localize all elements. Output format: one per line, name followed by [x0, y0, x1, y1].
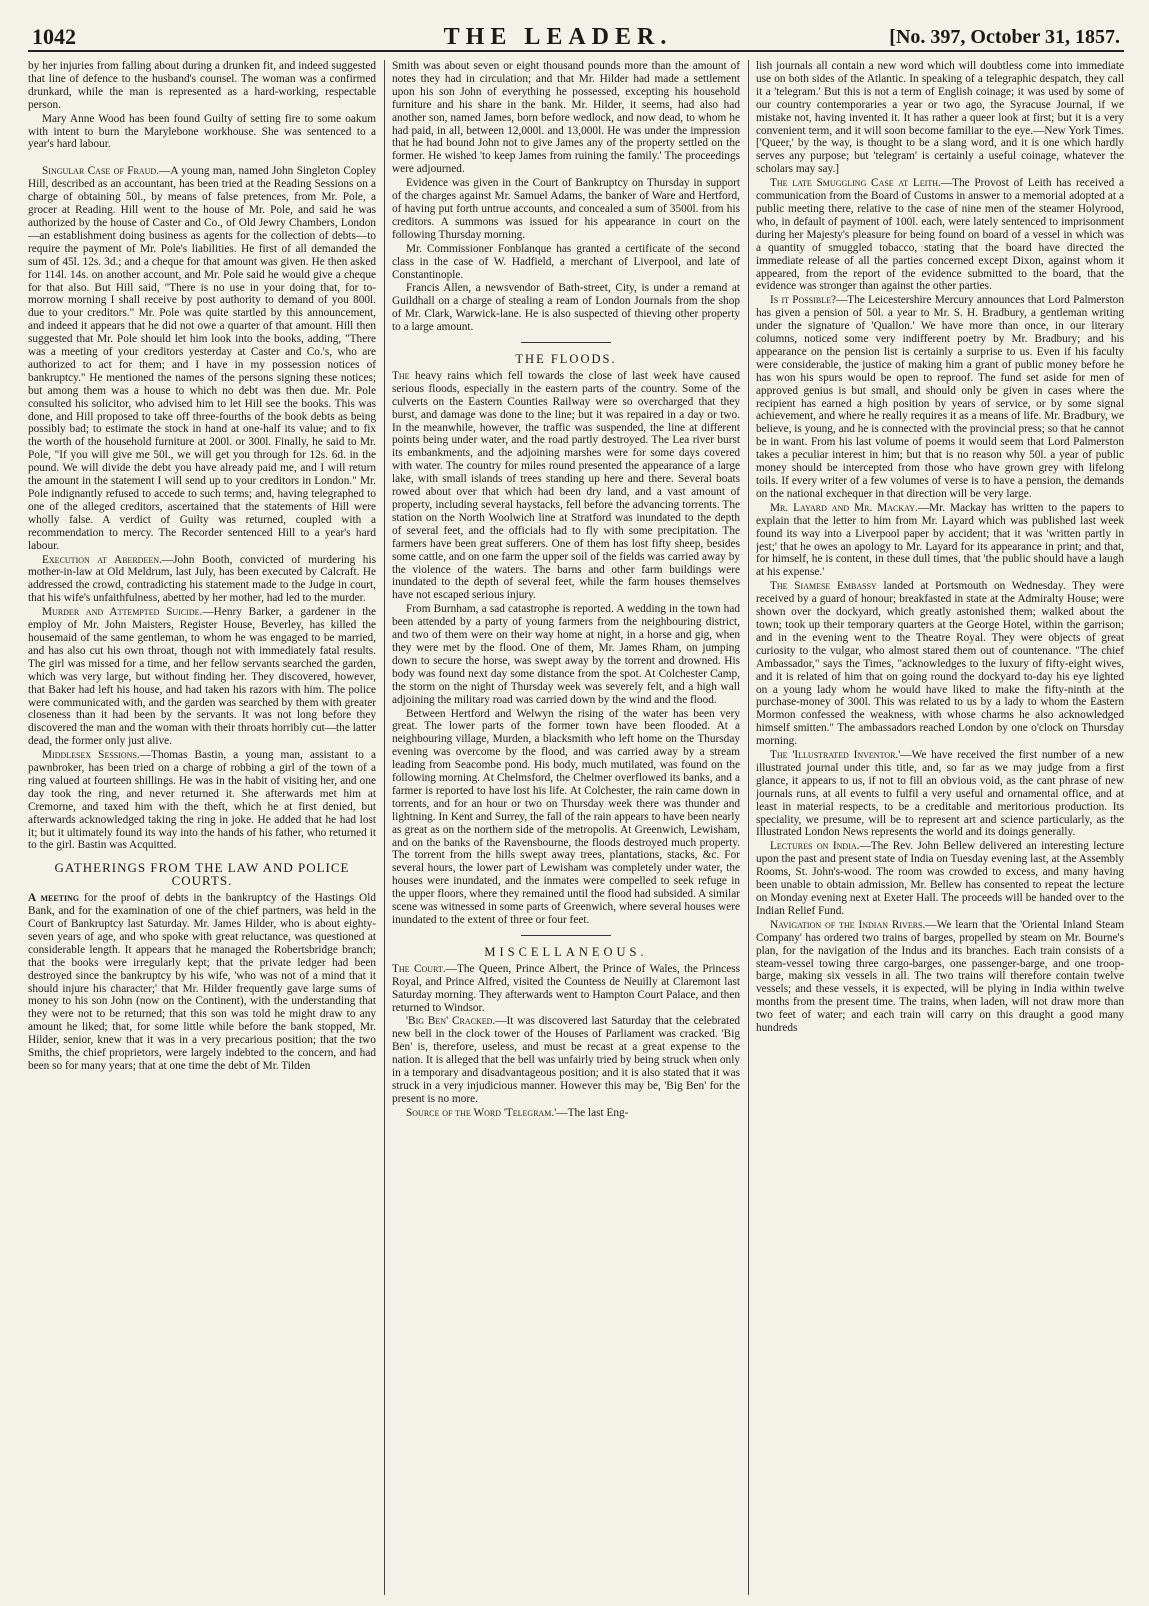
- section-divider: [521, 342, 611, 343]
- article-lectures: [756, 840, 1124, 917]
- article-court: [392, 963, 740, 1015]
- article-middlesex: [28, 749, 376, 852]
- page-number: 1042: [32, 24, 76, 49]
- article-heading: Lectures on India.: [770, 840, 860, 853]
- article-paragraph: Smith was about seven or eight thousand pounds more than the amount of notes they had in circulation; and that Mr. Hilder had made a settlement upon his son John of everything he possessed, excepting his household furniture and his share in the bank. Mr. Hilder, it seems, had also had another son, named James, born before wedlock, and now dead, to whom he had paid, in all, between 12,000l. and 13,000l. He was under the impression that he had bound John not to give James any of the property settled on the former. He wished 'to keep James from ruining the family.' The proceedings were adjourned.: [392, 60, 740, 176]
- article-body: —The Queen, Prince Albert, the Prince of Wales, the Princess Royal, and Prince Alfred, visited the Countess de Neuilly at Claremont last Saturday morning. They afterwards went to Hampton Court Palace, and then returned to Windsor.: [392, 962, 740, 1014]
- article-paragraph: Mr. Commissioner Fonblanque has granted a certificate of the second class in the case of W. Hadfield, a merchant of Liverpool, and late of Constantinople.: [392, 242, 740, 281]
- article-navigation: [756, 919, 1124, 1035]
- article-paragraph: Between Hertford and Welwyn the rising of the water has been very great. The lower parts of the former town have been flooded. At a neighbouring village, Murden, a blacksmith who left home on the Thursday evening was overcome by the flood, and was carried away by a stream leading from Seacombe pond. His body, much mutilated, was found on the following morning. At Chelmsford, the Chelmer overflowed its banks, and a farmer is reported to have lost his life. At Colchester, the rain came down in torrents, and for an hour or two on Thursday week there was thunder and lightning. In Kent and Surrey, the fall of the rain appears to have been nearly as great as on the northern side of the metropolis. At Greenwich, Lewisham, and on the banks of the Ravensbourne, the floods destroyed much property. The torrent from the hills swept away trees, plantations, stacks, &c. For several hours, the lower part of Lewisham was completely under water, the houses were inundated, and the inmates were compelled to seek refuge in the upper floors, where they remained until the flood had subsided. A similar scene was witnessed in some parts of Greenwich, where several houses were inundated to the extent of three or four feet.: [392, 707, 740, 926]
- article-floods: [392, 370, 740, 602]
- article-body: —The last Eng-: [556, 1106, 629, 1119]
- article-body: —We learn that the 'Oriental Inland Steam Company' has ordered two trains of barges, propelled by steam on Mr. Bourne's plan, for the navigation of the Indus and its branches. Each train consists of a steam-vessel towing three cargo-barges, one passenger-barge, and one troop-barge, making six vessels in all. The two trains will therefore contain twelve vessels; and these vessels, it is expected, will be plying in India within twelve months from the present time. The trains, when laden, will not draw more than two feet of water; and each train will carry on this draught a good many hundreds: [756, 918, 1124, 1035]
- article-body: —The Rev. John Bellew delivered an interesting lecture upon the past and present state of India on Tuesday evening last, at the Assembly Rooms, St. John's-wood. The room was crowded to excess, and many having been unable to obtain admission, Mr. Bellew has consented to repeat the lecture on Monday evening next at Exeter Hall. The proceeds will be handed over to the Indian Relief Fund.: [756, 840, 1124, 917]
- article-body: —The Provost of Leith has received a communication from the Board of Customs in answer to a memorial adopted at a public meeting there, relative to the case of nine men of the steamer Holyrood, who, in default of payment of 100l. each, were lately sentenced to imprisonment during her Majesty's pleasure for being found on board of a vessel in which was a quantity of smuggled tobacco, stating that the board have directed the immediate release of all the parties concerned except Dixon, against whom it appeared, from the report of the evidence submitted to the board, that the evidence was stronger than against the other parties.: [756, 177, 1124, 293]
- column-rule: [384, 60, 385, 1595]
- article-body: —The Leicestershire Mercury announces that Lord Palmerston has given a pension of 50l. a year to Mr. S. H. Bradbury, a gentleman writing under the signature of 'Quallon.' We have more than once, in our literary columns, noticed some very indifferent poetry by Mr. Bradbury; and his appearance on the pension list is certainly a surprise to us. Even if his faculty were considerable, the justice of making him a grant of public money before he has won his spurs would be open to reproof. The fund set aside for men of approved genius is but small, and should only be given in cases where the recipient has earned a high position by years of service, or by some signal achievement, and where he really requires it as a means of life. Mr. Bradbury, we believe, is young, and he is connected with the provincial press; so that he cannot be in want. From his last volume of poems it would seem that Lord Palmerston takes a peculiar interest in him; but that is no reason why 50l. a year of public money should be intercepted from those who have grown grey with lifelong toils. If every writer of a few volumes of verse is to have a pension, the demands on the national exchequer in that direction will be very large.: [756, 294, 1124, 500]
- article-heading: Mr. Layard and Mr. Mackay.: [770, 501, 918, 514]
- article-body: —We have received the first number of a new illustrated journal under this title, and, so far as we may judge from a first glance, it appears to us, if not to fill an obvious void, as the cant phrase of new journals runs, at all events to fulfil a very useful and ornamental office, and at least in material respects, to be a creditable and meritorious production. Its speciality, we presume, will be to represent art and science particularly, as the Illustrated London News represents the world and its doings generally.: [756, 749, 1124, 839]
- article-siamese: [756, 580, 1124, 748]
- article-execution: [28, 554, 376, 606]
- article-paragraph: From Burnham, a sad catastrophe is reported. A wedding in the town had been attended by a party of young farmers from the neighbouring district, and two of them were on their way home at night, in a horse and gig, when they were met by the flood. One of them, Mr. James Rham, on jumping down to secure the horse, was swept away by the torrent and drowned. His body was found next day some distance from the spot. At Colchester Camp, the storm on the night of Thursday week was severely felt, and a high wall adjoining the military road was carried down by the wind and the flood.: [392, 603, 740, 706]
- lead-words: A meeting: [28, 892, 80, 905]
- issue-line: [No. 397, October 31, 1857.: [889, 26, 1120, 48]
- article-murder: [28, 606, 376, 748]
- column-2: [392, 60, 740, 1595]
- article-body: landed at Portsmouth on Wednesday. They were received by a guard of honour; breakfasted in state at the Admiralty House; were shown over the dockyard, which greatly astonished them; walked about the town; took up their temporary quarters at the George Hotel, within the garrison; and in the evening went to the Theatre Royal. They were objects of great curiosity to the vulgar, who almost stared them out of countenance. "The chief Ambassador," says the Times, "acknowledges to the luxury of fifty-eight wives, and it is related of him that on going round the dockyard to-day his eye lighted on a young lady whom he would have liked to make the fifty-ninth at the purchase-money of 300l. This was related to us by a lady to whom the Eastern Mormon confessed the weakness, with whose charms he also acknowledged himself smitten." The ambassadors reached London by one o'clock on Thursday morning.: [756, 580, 1124, 748]
- article-heading: Source of the Word 'Telegram.': [406, 1106, 557, 1119]
- article-heading: Middlesex Sessions.: [42, 749, 140, 762]
- article-fraud: [28, 165, 376, 552]
- article-paragraph: lish journals all contain a new word which will doubtless come into immediate use on both sides of the Atlantic. In speaking of a telegraphic despatch, they call it a 'telegram.' But this is not a term of English coinage; it was used by some of our country contemporaries a year or two ago, the Syracuse Journal, if we mistake not, having invented it. It has rather a queer look at first; but it is a very convenient term, and it will soon become familiar to the eye.—New York Times. ['Queer,' by the way, is thought to be a slang word, and it is one which hardly serves any purpose; but 'telegram' is certainly a useful coinage, whatever the scholars may say.]: [756, 60, 1124, 176]
- article-telegram: [392, 1107, 740, 1120]
- article-gatherings: [28, 892, 376, 1073]
- article-heading: The Court.: [392, 962, 446, 975]
- article-heading: Singular Case of Fraud.: [42, 165, 160, 178]
- article-heading: 'Big Ben' Cracked.: [406, 1015, 496, 1028]
- section-heading-gatherings: GATHERINGS FROM THE LAW AND POLICE COURTS.: [54, 860, 350, 889]
- article-paragraph: Evidence was given in the Court of Bankruptcy on Thursday in support of the charges against Mr. Samuel Adams, the banker of Ware and Hertford, of having put forth untrue accounts, and concealed a sum of 3500l. from his creditors. A summons was issued for his appearance in court on the following Thursday morning.: [392, 177, 740, 241]
- column-1: [28, 60, 376, 1595]
- article-body: —A young man, named John Singleton Copley Hill, described as an accountant, has been tried at the Reading Sessions on a charge of obtaining 50l., by means of false pretences, from Mr. Pole, a grocer at Reading. Hill went to the house of Mr. Pole, and said he was authorized by the house of Caster and Co., of Old Jewry Chambers, London—an establishment doing business as agents for the collection of debts—to require the payment of Mr. Pole's liabilities. He first of all demanded the sum of 45l. 12s. 3d.; and a cheque for that amount was given. He then asked for 114l. 14s. on another account, and Mr. Pole said he would give a cheque for that also. But Hill said, "There is no use in your doing that, for to-morrow morning I shall receive by post authority to demand of you 800l. due to your creditors." Mr. Pole was quite startled by this announcement, and indeed it appears that he did not owe a quarter of that amount. Hill then suggested that Mr. Pole should let him look into the books, adding, "There was a meeting of your creditors yesterday at Caster and Co.'s, who are authorized to act for them; and I have in my possession notices of bankruptcy." He mentioned the names of the persons signing these notices; but among them was a house to which no debt was then due. Mr. Pole consulted his solicitor, who advised him to let Hill see the books. This was done, and Hill proposed to take off three-fourths of the book debts as being possibly bad; to estimate the stock in hand at one-half its value; and to fix the worth of the household furniture at 200l. or 300l. Finally, he said to Mr. Pole, "If you will give me 50l., we will get you through for 12s. 6d. in the pound. We will divide the debt you have already paid me, and I will return the amount in the statement I will send up to your creditors in London." Mr. Pole indignantly refused to accede to such terms; and, having telegraphed to one of the alleged creditors, ascertained that the statements of Hill were wholly false. A verdict of Guilty was returned, coupled with a recommendation to mercy. The Recorder sentenced Hill to a year's hard labour.: [28, 165, 376, 552]
- article-bigben: [392, 1015, 740, 1105]
- page-header: [28, 24, 1124, 52]
- masthead-title: THE LEADER.: [443, 24, 673, 50]
- article-smuggling: [756, 177, 1124, 293]
- article-body: for the proof of debts in the bankruptcy of the Hastings Old Bank, and for the examination of one of the chief partners, was held in the Court of Bankruptcy last Saturday. Mr. James Hilder, who is about eighty-seven years of age, and who spoke with great reluctance, was questioned at considerable length. It appears that he managed the Robertsbridge branch; that the books were irregularly kept; that the private ledger had been destroyed since the bankruptcy by his wife, 'who was not of a mind that it should injure his character;' that Mr. Hilder frequently gave large sums of money to his son John (now on the Continent), with the understanding that they were not to be returned; that this son was told he might draw to any amount he liked; that, for some little while before the bank stopped, Mr. Hilder, senior, knew that it was in a very precarious position; that the two Smiths, the chief proprietors, were largely indebted to the concern, and had been so for many years; that at one time the debt of Mr. Tilden: [28, 892, 376, 1072]
- article-possible: [756, 294, 1124, 501]
- article-body: —John Booth, convicted of murdering his mother-in-law at Old Meldrum, last July, has been executed by Calcraft. He addressed the crowd, contradicting his statement made to the Judge in court, that his wife's unfaithfulness, abetted by her mother, had led to the murder.: [28, 553, 376, 605]
- article-heading: Execution at Aberdeen.: [42, 553, 162, 566]
- article-layard: [756, 502, 1124, 579]
- column-rule: [748, 60, 749, 1595]
- article-body: —Mr. Mackay has written to the papers to explain that the letter to him from Mr. Layard which was published last week found its way into a Liverpool paper by accident; that it was 'written partly in jest;' that he owes an apology to Mr. Layard for its appearance in print; and that, for himself, he is content, in these dull times, that 'the public should have a laugh at his expense.': [756, 501, 1124, 579]
- article-heading: Navigation of the Indian Rivers.: [770, 918, 926, 931]
- article-paragraph: Francis Allen, a newsvendor of Bath-street, City, is under a remand at Guildhall on a charge of stealing a ream of London Journals from the shop of Mr. Clark, Warwick-lane. He is also suspected of thieving other property to a large amount.: [392, 282, 740, 334]
- article-paragraph: by her injuries from falling about during a drunken fit, and indeed suggested that line of defence to the husband's counsel. The woman was a confirmed drunkard, while the man is represented as a hard-working, respectable person.: [28, 60, 376, 111]
- article-heading: The late Smuggling Case at Leith.: [770, 177, 941, 190]
- article-inventor: [756, 749, 1124, 839]
- article-heading: Is it Possible?: [770, 294, 836, 307]
- article-paragraph: Mary Anne Wood has been found Guilty of setting fire to some oakum with intent to burn the Marylebone workhouse. She was sentenced to a year's hard labour.: [28, 112, 376, 151]
- section-heading-floods: THE FLOODS.: [515, 352, 617, 367]
- section-divider: [521, 935, 611, 936]
- article-body: —Henry Barker, a gardener in the employ of Mr. John Maisters, Register House, Beverley, has killed the housemaid of the same gentleman, to whom he was engaged to be married, and has also cut his own throat, though not with immediately fatal results. The girl was missed for a time, and her fellow servants searched the garden, which was very large, but without finding her. They discovered, however, that Baker had left his house, and had taken his razors with him. The police were communicated with, and the garden was searched by them with greater closeness than it had been by the servants. It was not long before they discovered the man and the woman with their throats horribly cut—the latter dead, the former only just alive.: [28, 606, 376, 748]
- article-body: —It was discovered last Saturday that the celebrated new bell in the clock tower of the Houses of Parliament was cracked. 'Big Ben' is, therefore, useless, and must be recast at a great expense to the nation. It is alleged that the bell was unfairly tried by being struck when only in a temporary and disadvantageous position; and it is also stated that it was struck in a very injudicious manner. However this may be, 'Big Ben' for the present is no more.: [392, 1015, 740, 1105]
- article-body: heavy rains which fell towards the close of last week have caused serious floods, especially in the eastern parts of the country. Some of the culverts on the Eastern Counties Railway were so overcharged that they burst, and damage was done to the line; but it was repaired in a day or two. In the meanwhile, however, the traffic was suspended, the line at different points being under water, and the road partly destroyed. The Lea river burst its embankments, and the adjoining marshes were for some days covered with water. The country for miles round presented the appearance of a large lake, with small islands of trees standing up here and there. Several boats rowed about over that which had been dry land, and a vast amount of property, including several haystacks, fell before the advancing torrents. The station on the North Woolwich line at Stratford was inundated to the depth of several feet, and the officials had to fly with some precipitation. The farmers have been great sufferers. One of them has lost fifty sheep, besides some cattle, and on one farm the upper soil of the fields was carried away by the violence of the waters. The barns and other farm buildings were inundated to the depth of several feet, while the farm houses themselves have not escaped serious injury.: [392, 369, 740, 602]
- section-heading-miscellaneous: MISCELLANEOUS.: [484, 944, 648, 959]
- article-heading: Murder and Attempted Suicide.: [42, 606, 203, 619]
- article-body: —Thomas Bastin, a young man, assistant to a pawnbroker, has been tried on a charge of robbing a girl of the town of a ring valued at fourteen shillings. He was in the habit of visiting her, and one day took the ring, and never returned it. She afterwards met him at Cremorne, and taxed him with the theft, which he at first denied, but afterwards acknowledged taking the ring in joke. He added that he had lost it; but it ultimately found its way into the hands of his father, who returned it to the girl. Bastin was Acquitted.: [28, 749, 376, 852]
- article-heading: The Siamese Embassy: [770, 580, 877, 593]
- column-3: [756, 60, 1124, 1595]
- article-heading: The 'Illustrated Inventor.': [770, 749, 901, 762]
- lead-words: The: [392, 369, 410, 382]
